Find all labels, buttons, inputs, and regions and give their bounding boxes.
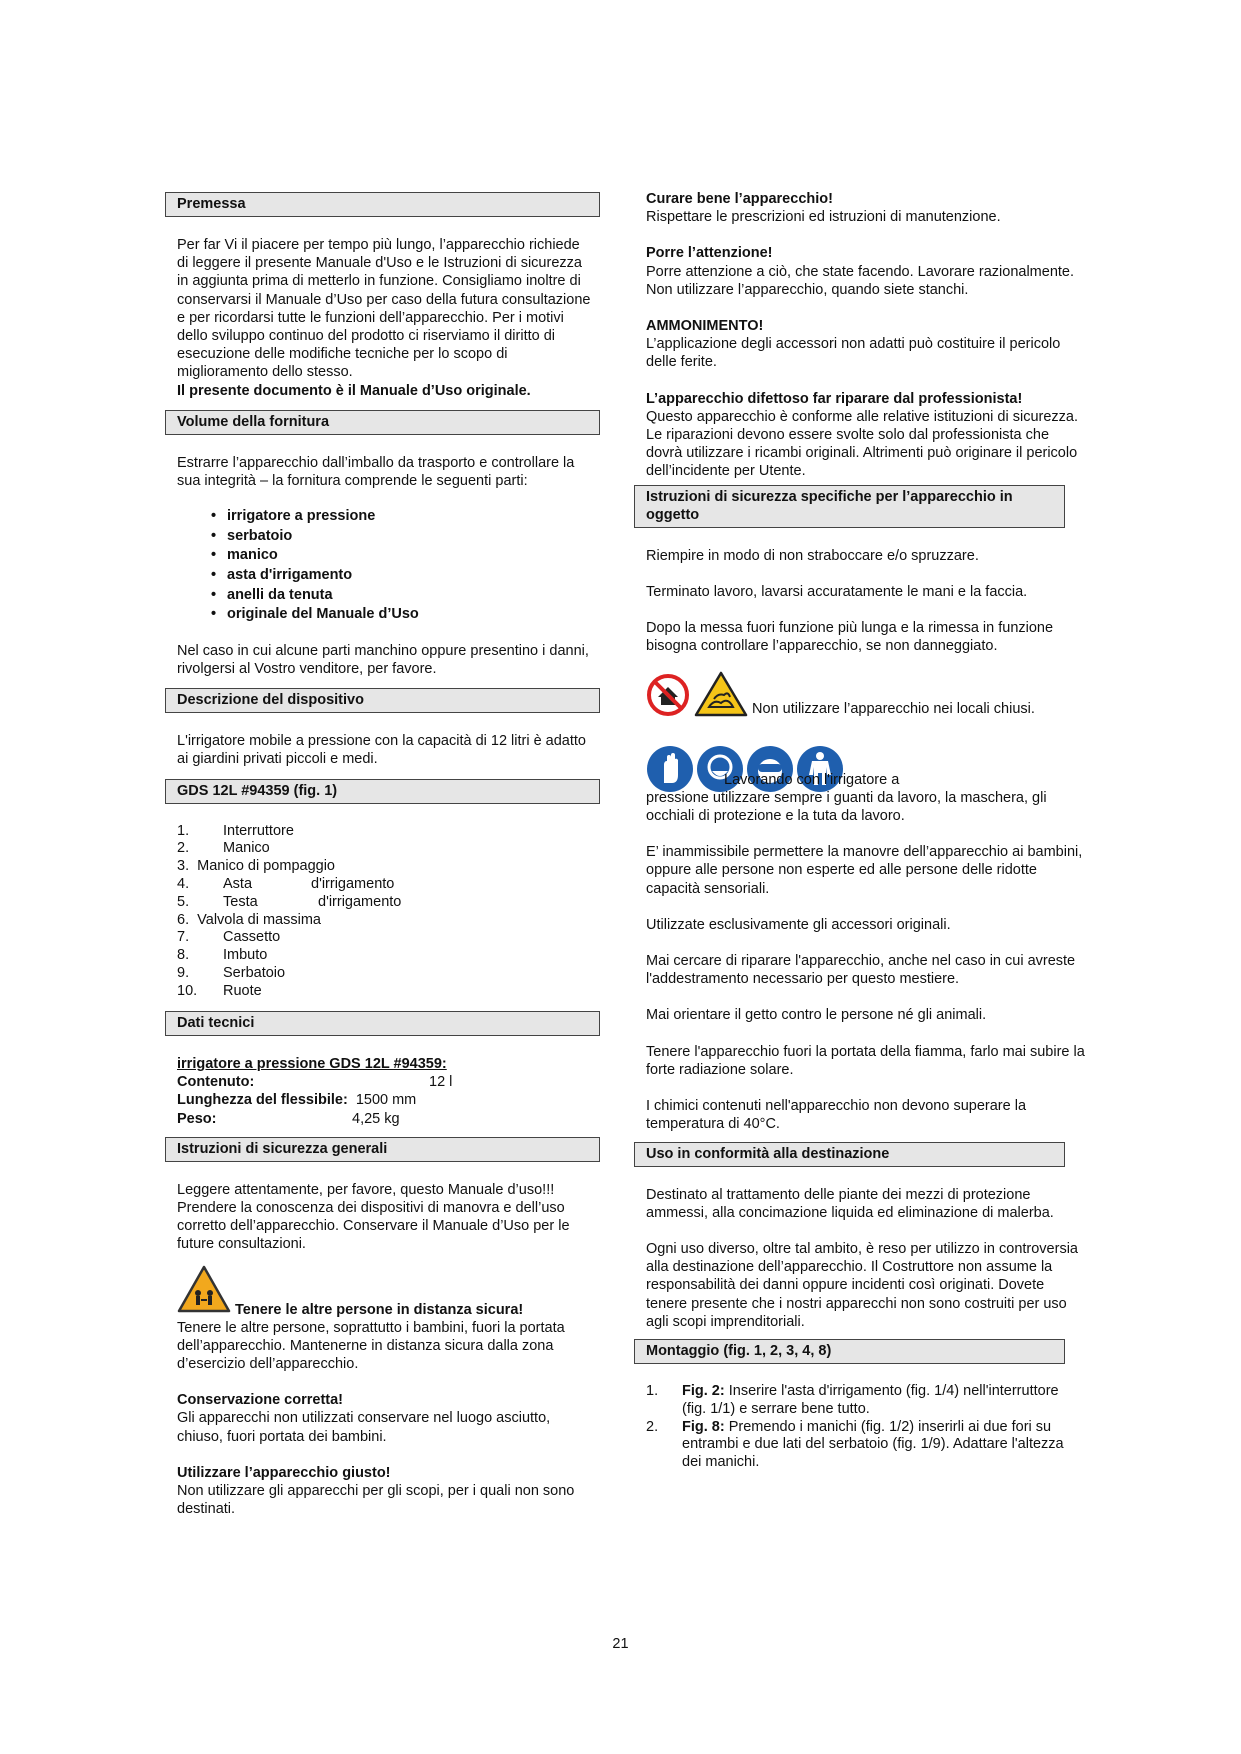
locali-text: Non utilizzare l’apparecchio nei locali chiusi. (752, 701, 1035, 718)
component-number: 1. (177, 822, 190, 839)
step-text: Premendo i manichi (fig. 1/2) inserirli ai due fori su entrambi e due lati del serbatoio (fig. 1/9). Adattare l'altezza dei manichi. (682, 1418, 1064, 1471)
specifiche-p2: Terminato lavoro, lavarsi accuratamente le mani e la faccia. (646, 583, 1028, 600)
specifiche-p7: Mai orientare il getto contro le persone né gli animali. (646, 1007, 987, 1024)
table-row (177, 840, 401, 858)
porre-body: Porre attenzione a ciò, che state facendo. Lavorare razionalmente. Non utilizzare l’apparecchio, quando siete stanchi. (646, 263, 1075, 298)
ppe-lead: Lavorando con l'irrigatore a (724, 771, 900, 788)
utilizzo-title: Utilizzare l’apparecchio giusto! (177, 1464, 391, 1481)
tech-row-flessibile (177, 1091, 592, 1110)
component-number: 9. (177, 964, 190, 981)
specifiche-p9: I chimici contenuti nell'apparecchio non devono superare la temperatura di 40°C. (646, 1098, 1027, 1133)
montaggio-steps (646, 1383, 1086, 1472)
component-number: 6. (177, 911, 190, 928)
keep-distance-warning-icon (177, 1265, 231, 1318)
difettoso-title: L’apparecchio difettoso far riparare dal professionista! (646, 390, 1023, 407)
table-row (177, 858, 401, 876)
conservazione-title: Conservazione corretta! (177, 1392, 343, 1409)
no-indoor-use-icon (646, 673, 690, 722)
difettoso-body: Questo apparecchio è conforme alle relative istituzioni di sicurezza. Le riparazioni devono essere svolte solo dal professionista che dovrà utilizzare i ricambi originali. Altrimenti può originare il pericolo dell’incidente per Utente. (646, 408, 1078, 480)
list-item: • manico (227, 546, 592, 566)
component-label: Valvola di massima (197, 911, 321, 928)
ammonimento-title: AMMONIMENTO! (646, 318, 764, 335)
section-heading-premessa: Premessa (165, 192, 600, 217)
page-number: 21 (612, 1636, 629, 1652)
table-row (177, 823, 401, 841)
fornitura-parts-list (177, 507, 592, 625)
step-number: 2. (646, 1418, 659, 1435)
list-item (646, 1419, 1086, 1472)
component-label-2: d'irrigamento (318, 893, 402, 910)
component-label: Manico (223, 840, 270, 857)
components-table (177, 823, 401, 1001)
step-fig: Fig. 2: (682, 1382, 725, 1399)
curare-body: Rispettare le prescrizioni ed istruzioni di manutenzione. (646, 209, 1001, 226)
tech-row-peso (177, 1110, 592, 1129)
component-number: 4. (177, 876, 190, 892)
porre-title: Porre l’attenzione! (646, 245, 773, 262)
section-heading-fornitura: Volume della fornitura (165, 410, 600, 435)
table-row (177, 965, 401, 983)
tech-row-contenuto (177, 1073, 592, 1092)
component-number: 3. (177, 858, 190, 875)
step-text: Inserire l'asta d'irrigamento (fig. 1/4) nell'interruttore (fig. 1/1) e serrare bene tutto. (682, 1382, 1059, 1417)
tech-key: Lunghezza del flessibile: (177, 1092, 348, 1109)
section-heading-sicurezza: Istruzioni di sicurezza generali (165, 1137, 600, 1162)
conservazione-body: Gli apparecchi non utilizzati conservare nel luogo asciutto, chiuso, fuori portata dei bambini. (177, 1410, 551, 1445)
conformita-p2: Ogni uso diverso, oltre tal ambito, è reso per utilizzo in controversia alla destinazione dell’apparecchio. Il Costruttore non assume la responsabilità dei danni oppure incidenti così originati. Dovete tenere presente che i nostri apparecchi non sono costruiti per uso agli scopi imprenditoriali. (646, 1240, 1078, 1330)
utilizzo-body: Non utilizzare gli apparecchi per gli scopi, per i quali non sono destinati. (177, 1483, 575, 1518)
component-number: 7. (177, 929, 190, 946)
component-label: Asta (223, 876, 253, 892)
specifiche-p1: Riempire in modo di non straboccare e/o spruzzare. (646, 547, 979, 564)
ammonimento-body: L’applicazione degli accessori non adatti può costituire il pericolo delle ferite. (646, 336, 1061, 371)
list-item: • serbatoio (227, 527, 592, 547)
tech-title: irrigatore a pressione GDS 12L #94359: (177, 1055, 447, 1072)
list-item: • originale del Manuale d’Uso (227, 605, 592, 625)
specifiche-p8: Tenere l'apparecchio fuori la portata della fiamma, farlo mai subire la forte radiazione solare. (646, 1043, 1085, 1078)
specifiche-p6: Mai cercare di riparare l'apparecchio, anche nel caso in cui avreste l'addestramento necessario per questo mestiere. (646, 953, 1076, 988)
distanza-body: Tenere le altre persone, soprattutto i bambini, fuori la portata dell’apparecchio. Mantenerne in distanza sicura dalla zona d’esercizio dell’apparecchio. (177, 1319, 565, 1372)
section-heading-dati: Dati tecnici (165, 1011, 600, 1036)
descrizione-body: L'irrigatore mobile a pressione con la capacità di 12 litri è adatto ai giardini privati piccoli e medi. (177, 733, 586, 768)
component-label: Manico di pompaggio (197, 858, 335, 875)
list-item (646, 1383, 1086, 1419)
locali-row (646, 671, 1086, 722)
table-row (177, 894, 401, 912)
table-row (177, 947, 401, 965)
list-item: • anelli da tenuta (227, 586, 592, 606)
component-label: Ruote (223, 982, 262, 999)
curare-title: Curare bene l’apparecchio! (646, 191, 833, 207)
component-label: Imbuto (223, 947, 268, 964)
component-number: 10. (177, 982, 198, 999)
specifiche-p3: Dopo la messa fuori funzione più lunga e la rimessa in funzione bisogna controllare l’apparecchio, se non danneggiato. (646, 620, 1054, 655)
tech-key: Contenuto: (177, 1073, 255, 1090)
table-row (177, 912, 401, 930)
gloves-icon (646, 745, 694, 793)
component-label: Serbatoio (223, 964, 286, 981)
component-label-2: d'irrigamento (311, 876, 395, 892)
component-label: Interruttore (223, 822, 294, 839)
right-column (646, 190, 1086, 1472)
distanza-row (177, 1265, 592, 1318)
tech-value: 4,25 kg (352, 1110, 400, 1127)
component-label: Cassetto (223, 929, 281, 946)
component-number: 8. (177, 947, 190, 964)
fornitura-outro: Nel caso in cui alcune parti manchino oppure presentino i danni, rivolgersi al Vostro venditore, per favore. (177, 642, 589, 677)
section-heading-gds: GDS 12L #94359 (fig. 1) (165, 779, 600, 804)
section-heading-conformita: Uso in conformità alla destinazione (634, 1142, 1065, 1167)
specifiche-p5: Utilizzate esclusivamente gli accessori originali. (646, 916, 951, 933)
step-number: 1. (646, 1382, 659, 1399)
component-number: 5. (177, 893, 190, 910)
premessa-body: Per far Vi il piacere per tempo più lungo, l’apparecchio richiede di leggere il presente Manuale d'Uso e le Istruzioni di sicurezza in aggiunta prima di metterlo in funzione. Consigliamo inoltre di conservarsi il Manuale d’Uso per caso della futura consultazione e per ricordarsi tutte le funzioni dell’apparecchio. Per i motivi dello sviluppo continuo del prodotto ci riserviamo il diritto di esecuzione delle modifiche tecniche per lo scopo di miglioramento dello stesso. (177, 237, 591, 381)
list-item: • asta d'irrigamento (227, 566, 592, 586)
table-row (177, 929, 401, 947)
tech-value: 1500 mm (355, 1092, 417, 1109)
list-item: • irrigatore a pressione (227, 507, 592, 527)
section-heading-specifiche: Istruzioni di sicurezza specifiche per l’apparecchio in oggetto (634, 485, 1065, 528)
component-label: Testa (223, 893, 258, 910)
tech-value: 12 l (429, 1073, 453, 1090)
tech-key: Peso: (177, 1110, 217, 1127)
step-fig: Fig. 8: (682, 1418, 725, 1435)
table-row (177, 983, 401, 1001)
section-heading-montaggio: Montaggio (fig. 1, 2, 3, 4, 8) (634, 1339, 1065, 1364)
sicurezza-body: Leggere attentamente, per favore, questo Manuale d’uso!!! Prendere la conoscenza dei dispositivi di manovra e dell’uso corretto dell’apparecchio. Conservare il Manuale d’Uso per le future consultazioni. (177, 1181, 570, 1253)
specifiche-p4: E’ inammissibile permettere la manovre dell’apparecchio ai bambini, oppure alle persone non esperte ed alle persone delle ridotte capacità sensoriali. (646, 844, 1083, 897)
premessa-original-note: Il presente documento è il Manuale d’Uso originale. (177, 382, 531, 399)
conformita-p1: Destinato al trattamento delle piante dei mezzi di protezione ammessi, alla concimazione liquida ed eliminazione di malerba. (646, 1186, 1054, 1221)
ppe-body: pressione utilizzare sempre i guanti da lavoro, la maschera, gli occhiali di protezione e la tuta da lavoro. (646, 789, 1047, 825)
toxic-fumes-warning-icon (694, 671, 748, 722)
section-heading-descrizione: Descrizione del dispositivo (165, 688, 600, 713)
component-number: 2. (177, 840, 190, 857)
left-column (165, 192, 600, 1518)
fornitura-intro: Estrarre l’apparecchio dall’imballo da trasporto e controllare la sua integrità – la fornitura comprende le seguenti parti: (177, 454, 575, 490)
distanza-title: Tenere le altre persone in distanza sicura! (235, 1302, 524, 1319)
table-row (177, 876, 401, 894)
